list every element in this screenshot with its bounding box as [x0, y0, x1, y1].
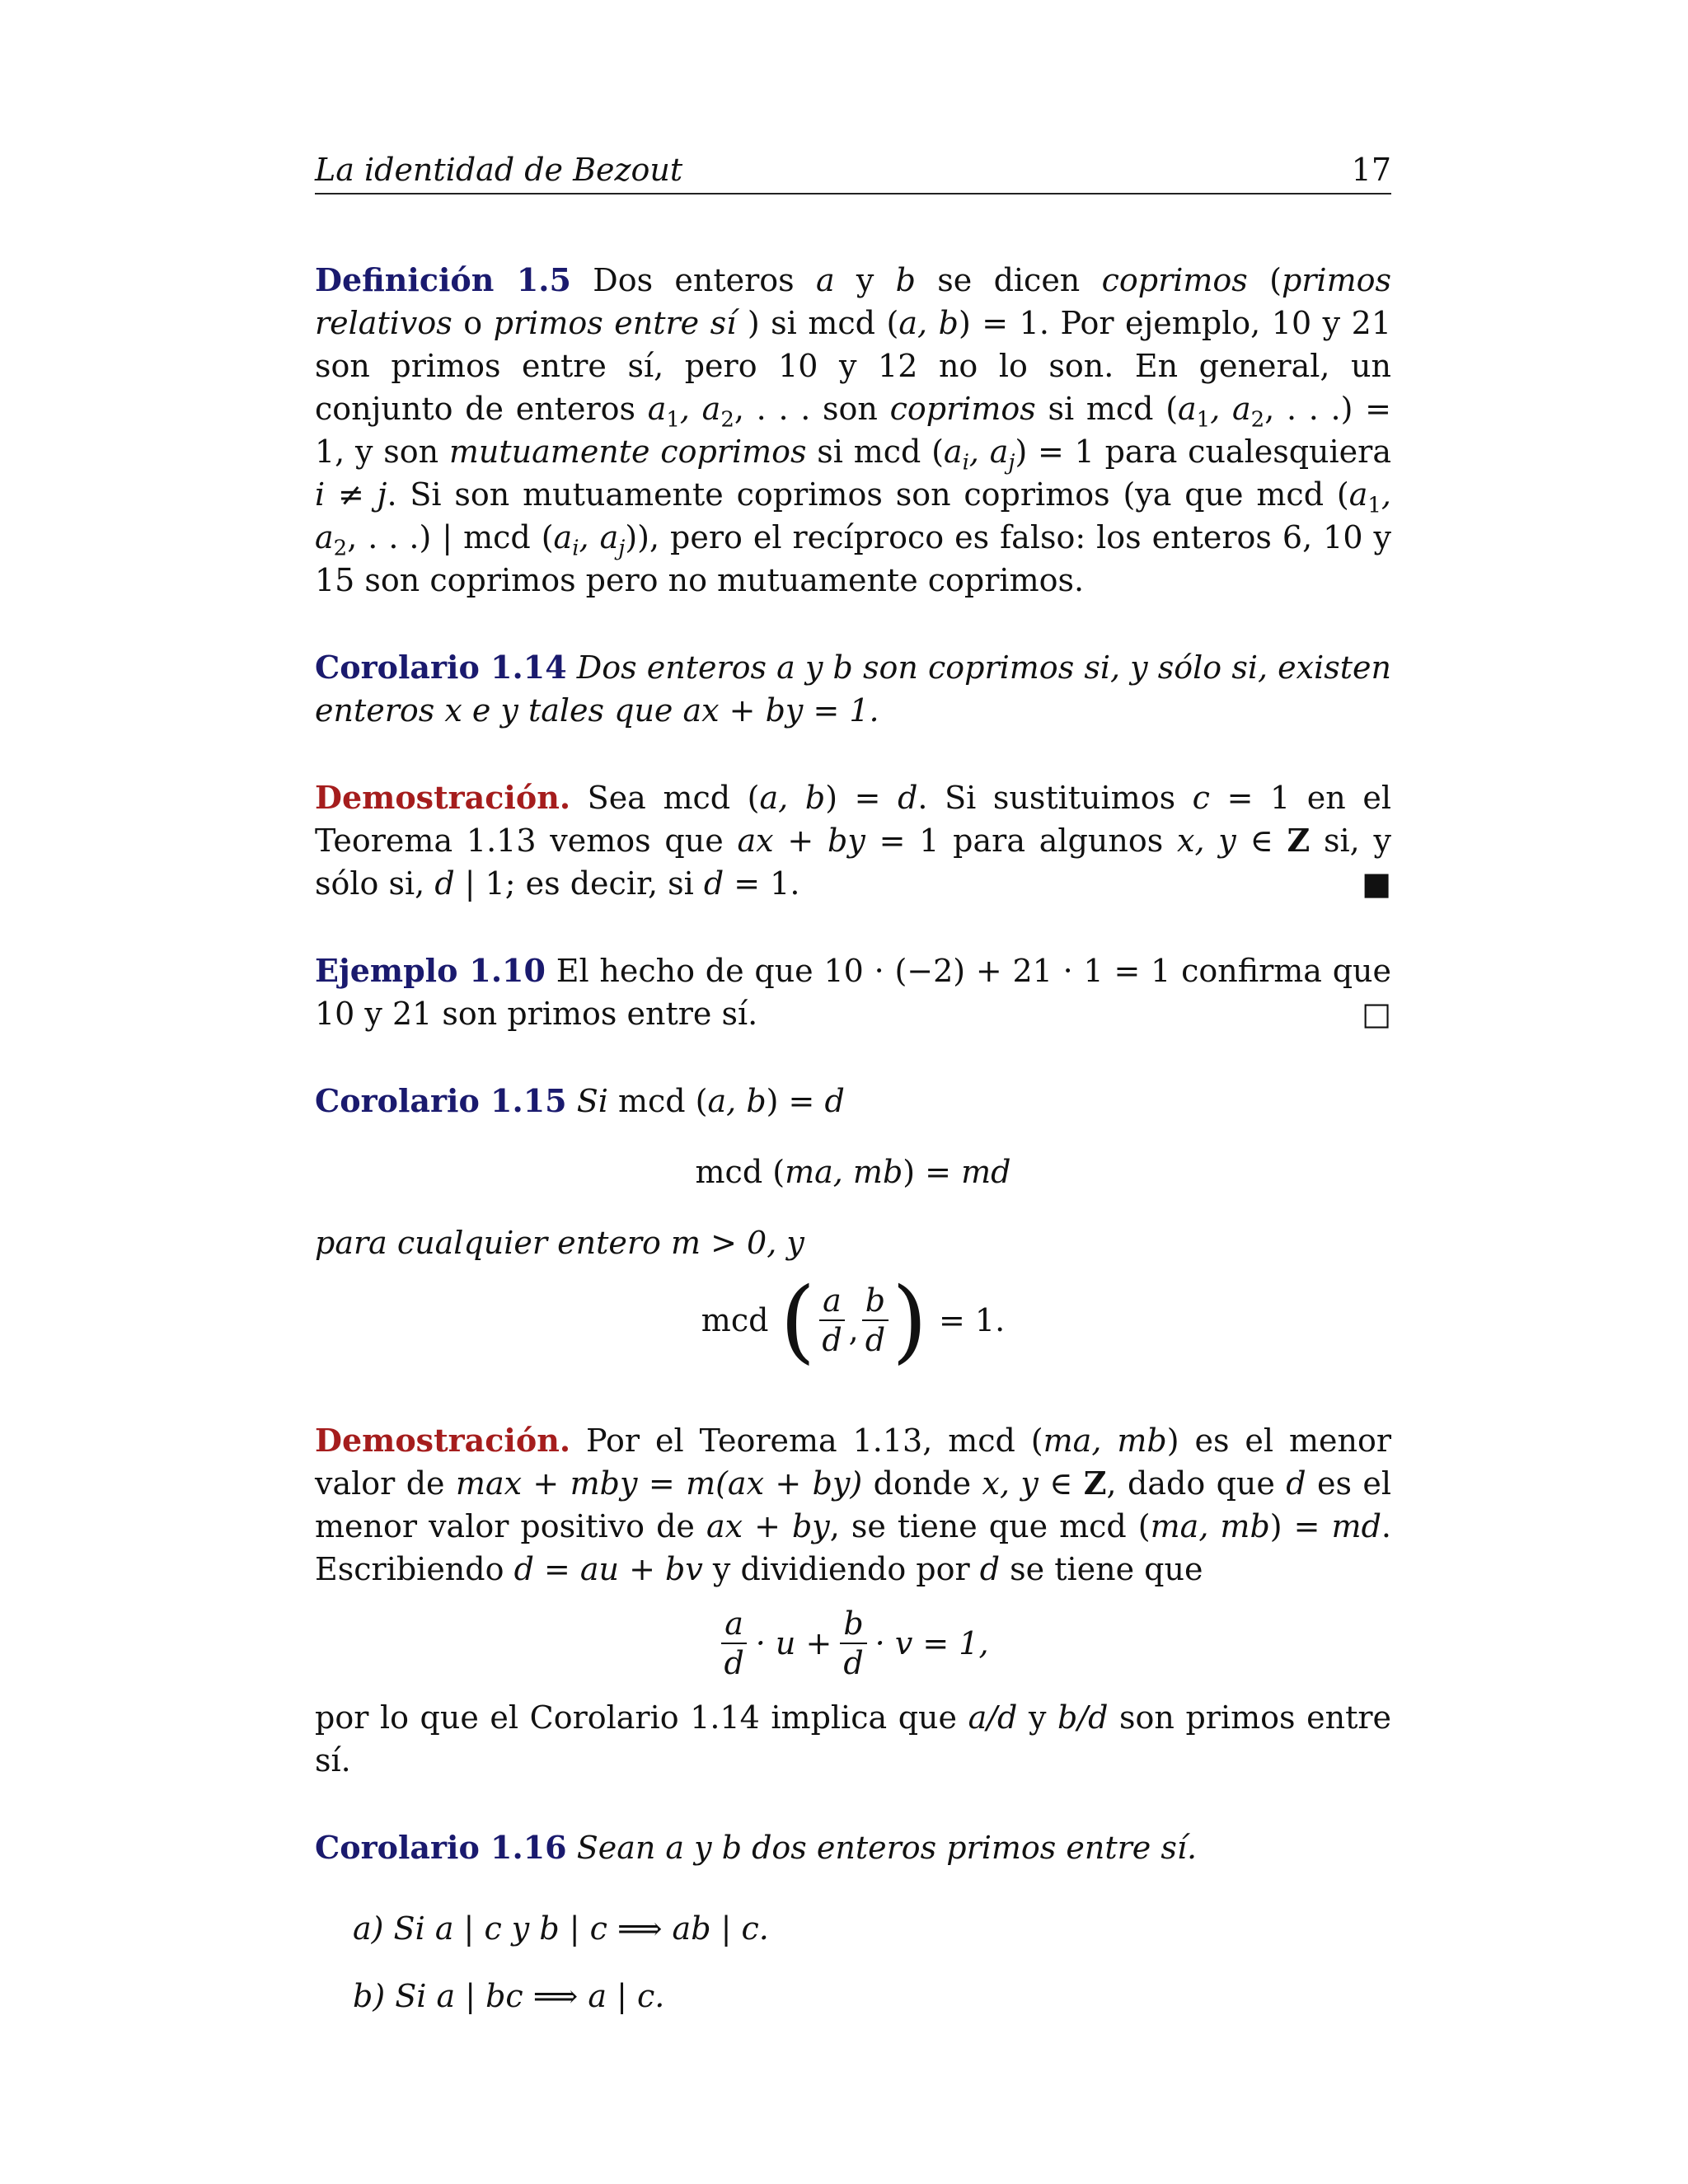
text: y [1017, 1699, 1058, 1736]
corollary-1-16 [315, 1826, 1391, 1869]
text: = 1. [939, 1302, 1006, 1338]
math: , a [968, 434, 1009, 470]
math: a [815, 262, 835, 298]
corollary-label: Corolario 1.15 [315, 1082, 567, 1119]
subscript: i [962, 450, 969, 476]
math: , . . . [347, 519, 420, 555]
math: md [1331, 1508, 1381, 1544]
corollary-1-15 [315, 1080, 1391, 1122]
end-example-square-icon: □ [1362, 996, 1391, 1032]
text: = [637, 1465, 687, 1502]
text: se tiene que [1000, 1551, 1203, 1587]
subscript: 1 [666, 407, 680, 433]
proof-label: Demostración. [315, 779, 571, 816]
subscript: 1 [1367, 493, 1381, 518]
text: ( [1247, 262, 1282, 298]
list-item: b) Si a | bc ⟹ a | c. [353, 1978, 665, 2014]
fraction-b-over-d [840, 1605, 866, 1682]
text: · u + [755, 1625, 832, 1661]
math: a, b [759, 780, 826, 816]
text: ∈ [1236, 823, 1287, 859]
text: ) = [766, 1083, 825, 1119]
text: > 0, y [701, 1225, 804, 1261]
text: son [810, 391, 890, 427]
proof-label: Demostración. [315, 1422, 571, 1459]
definition-1-5 [315, 259, 1391, 602]
math: d [703, 865, 724, 902]
fraction-a-over-d [818, 1282, 845, 1359]
math: , a [679, 391, 721, 427]
text: y dividiendo por [702, 1551, 980, 1587]
text: | 1; es decir, si [454, 865, 704, 902]
math: a [1348, 476, 1368, 513]
math: a [943, 434, 963, 470]
math: d [434, 865, 455, 902]
text: = 1. [724, 865, 800, 902]
math: d [824, 1083, 845, 1119]
definition-label: Definición 1.5 [315, 261, 571, 298]
math: a [1178, 391, 1197, 427]
math: , . . . [734, 391, 811, 427]
math: d [979, 1551, 1001, 1587]
math: a [647, 391, 667, 427]
page-number: 17 [1351, 152, 1391, 188]
integers-symbol: Z [1287, 822, 1311, 859]
math: a, b [707, 1083, 767, 1119]
proof-1 [315, 776, 1391, 905]
math: ma, mb [1043, 1422, 1167, 1459]
math: , a [579, 519, 619, 555]
subscript: 2 [720, 407, 734, 433]
running-title: La identidad de Bezout [315, 152, 683, 188]
text: ) = [903, 1154, 962, 1190]
math: d = au + bv [513, 1551, 703, 1587]
text: Por el Teorema 1.13, mcd ( [570, 1422, 1043, 1459]
math: b [895, 262, 916, 298]
math: ax + by [737, 823, 865, 859]
math: c [1192, 780, 1210, 816]
text: Si [566, 1083, 618, 1119]
proof-2 [315, 1419, 1391, 1591]
text: donde [862, 1465, 982, 1502]
text: . Si sustituimos [917, 780, 1193, 816]
corollary-label: Corolario 1.14 [315, 649, 567, 686]
text: = 1 para algunos [865, 823, 1178, 859]
subscript: 2 [1250, 407, 1265, 433]
text: son primos entre sí. [315, 1699, 1391, 1779]
term: primos entre sí [493, 305, 737, 341]
math: , . . . [1264, 391, 1341, 427]
denominator: d [724, 1645, 744, 1681]
corollary-statement: Dos enteros a y b son coprimos si, y sólo si, existen enteros x e y tales que ax + by = 1. [315, 649, 1391, 729]
display-equation-mcd-fractions [315, 1268, 1391, 1373]
math: ma, mb [785, 1154, 903, 1190]
subscript: i [572, 536, 579, 561]
page [315, 148, 1391, 2018]
math: x, y [1177, 823, 1236, 859]
numerator: b [862, 1282, 889, 1321]
comma: , [848, 1312, 859, 1348]
text: para cualquier entero [315, 1225, 671, 1261]
text: . Si son mutuamente coprimos son coprimos (ya que mcd ( [387, 476, 1349, 513]
text: Dos enteros [570, 262, 816, 298]
text: ) | mcd ( [419, 519, 554, 555]
text: por lo que el Corolario 1.14 implica que [315, 1699, 968, 1736]
display-equation-bezout-normalized [315, 1602, 1391, 1685]
numerator: a [721, 1605, 747, 1644]
denominator: d [822, 1322, 842, 1358]
text: ∈ [1038, 1465, 1084, 1502]
integers-symbol: Z [1083, 1465, 1107, 1502]
math: a/d [968, 1699, 1018, 1736]
math: a, b [898, 305, 959, 341]
text: mcd ( [617, 1083, 708, 1119]
text: ) = [825, 780, 898, 816]
text: , se tiene que mcd ( [829, 1508, 1151, 1544]
term: primos relativos [315, 262, 1391, 341]
subscript: 2 [333, 536, 348, 561]
text: ) = [1269, 1508, 1332, 1544]
fraction-b-over-d [862, 1282, 889, 1359]
text: es el menor valor positivo de [315, 1465, 1391, 1544]
subscript: j [1008, 450, 1015, 476]
proof-2-conclusion [315, 1696, 1391, 1782]
display-equation-mcd-ma-mb [315, 1151, 1391, 1193]
text: Sea mcd ( [570, 780, 760, 816]
corollary-label: Corolario 1.16 [315, 1829, 567, 1866]
math: x, y [982, 1465, 1039, 1502]
text: si mcd ( [806, 434, 944, 470]
example-1-10 [315, 949, 1391, 1035]
math: ma, mb [1150, 1508, 1270, 1544]
fraction-a-over-d [720, 1605, 747, 1682]
math: , a [315, 476, 1391, 555]
denominator: d [843, 1645, 864, 1681]
math: d [1286, 1465, 1306, 1502]
math: ax + by [706, 1508, 830, 1544]
left-paren: ( [780, 1268, 816, 1373]
text: y [834, 262, 896, 298]
corollary-statement: Sean a y b dos enteros primos entre sí. [566, 1830, 1198, 1866]
text: ) = 1, y son [315, 391, 1391, 470]
text: = 1 en el Teorema 1.13 vemos que [315, 780, 1391, 859]
math: i ≠ j [315, 476, 387, 513]
corollary-1-15-continuation [315, 1221, 1391, 1264]
text: mcd ( [695, 1154, 785, 1190]
text: si mcd ( [1035, 391, 1179, 427]
math: d [898, 780, 918, 816]
right-paren: ) [892, 1268, 928, 1373]
text: si, y sólo si, [315, 823, 1392, 902]
example-text: El hecho de que 10 · (−2) + 21 · 1 = 1 confirma que 10 y 21 son primos entre sí. [315, 953, 1391, 1032]
math: b/d [1057, 1699, 1109, 1736]
text: ) es el menor valor de [315, 1422, 1391, 1502]
text: ) si mcd ( [736, 305, 899, 341]
subscript: j [618, 536, 626, 561]
math: m(ax + by) [686, 1465, 863, 1502]
text: )), pero el recíproco es falso: los enteros 6, 10 y 15 son coprimos pero no mutuamente coprimos. [315, 519, 1391, 598]
running-header [315, 148, 1391, 194]
term: coprimos [1101, 262, 1248, 298]
qed-square-icon: ■ [1362, 865, 1391, 902]
denominator: d [865, 1322, 886, 1358]
corollary-1-14 [315, 646, 1391, 732]
text: · v = 1, [874, 1625, 989, 1661]
text: , dado que [1106, 1465, 1287, 1502]
subscript: 1 [1196, 407, 1211, 433]
math: a [553, 519, 573, 555]
text: mcd [701, 1302, 769, 1338]
term: coprimos [889, 391, 1036, 427]
text: o [452, 305, 494, 341]
numerator: b [840, 1605, 866, 1644]
text: ) = 1. Por ejemplo, 10 y 21 son primos entre sí, pero 10 y 12 no lo son. En general, un conjunto de enteros [315, 305, 1392, 427]
math: , a [1210, 391, 1251, 427]
text: se dicen [915, 262, 1102, 298]
text: . Escribiendo [315, 1508, 1391, 1587]
text: ) = 1 para cualesquiera [1015, 434, 1391, 470]
list-item: a) Si a | c y b | c ⟹ ab | c. [353, 1910, 769, 1947]
math: max + mby [455, 1465, 638, 1502]
math: m [670, 1225, 701, 1261]
numerator: a [819, 1282, 845, 1321]
example-label: Ejemplo 1.10 [315, 952, 546, 989]
term: mutuamente coprimos [448, 434, 807, 470]
math: md [961, 1154, 1011, 1190]
